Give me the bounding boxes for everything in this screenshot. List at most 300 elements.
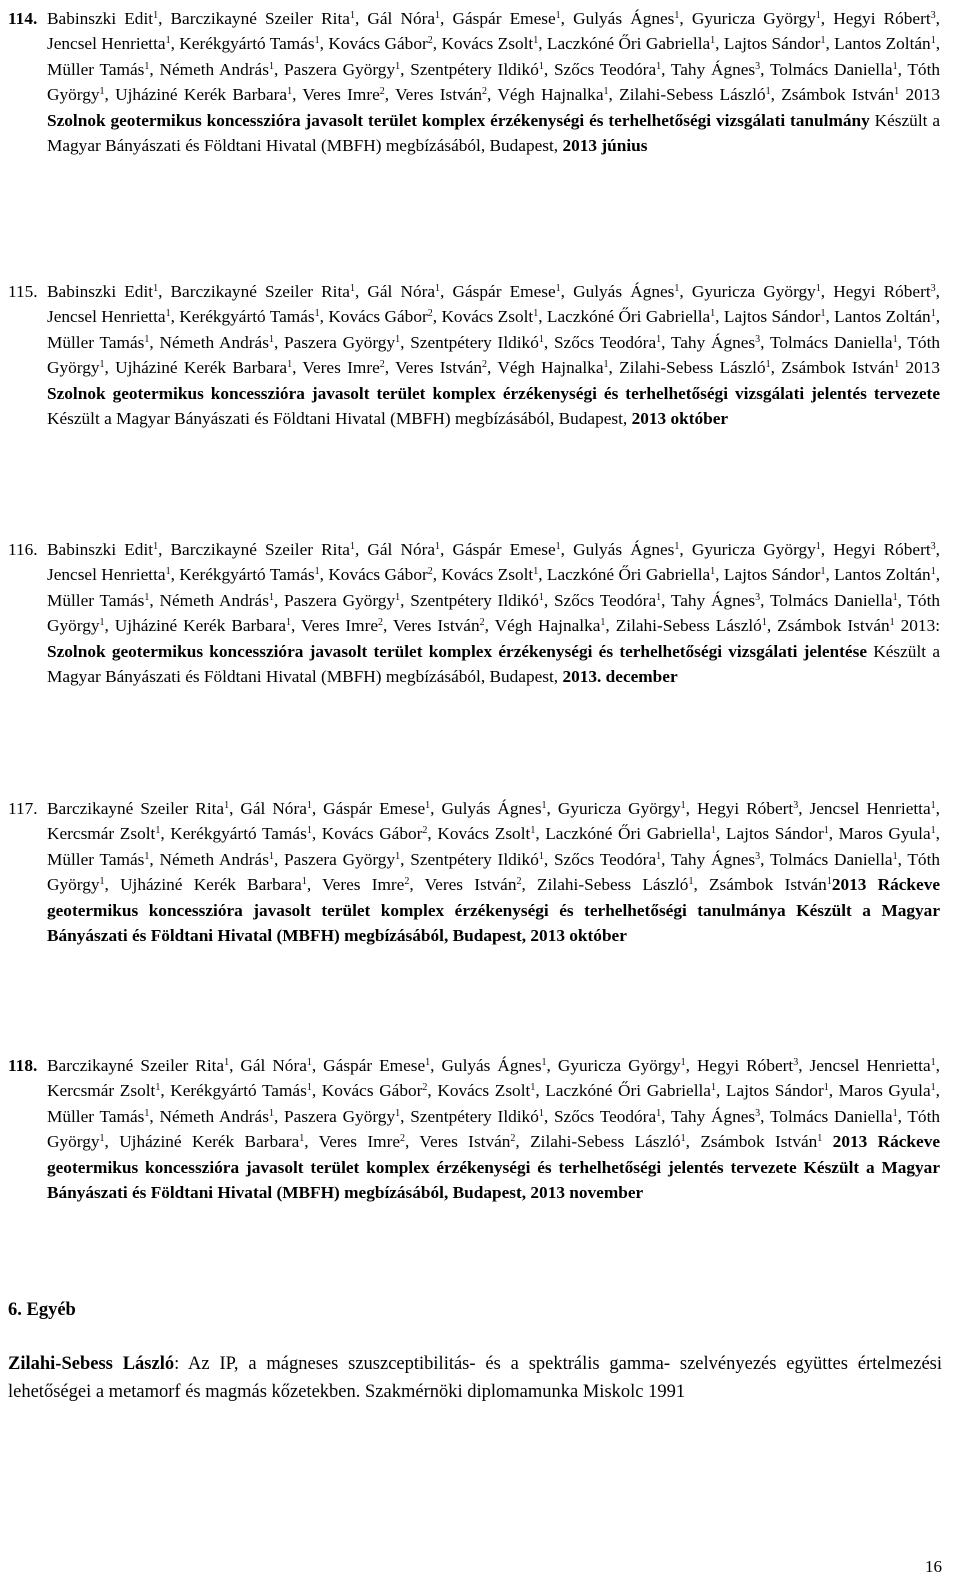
affiliation-superscript: 1: [930, 1057, 936, 1068]
affiliation-superscript: 1: [817, 1133, 823, 1145]
affiliation-superscript: 1: [710, 1082, 716, 1094]
affiliation-superscript: 1: [555, 10, 561, 21]
affiliation-superscript: 1: [656, 333, 662, 345]
entry-text-segment: , Kovács Gábor: [311, 824, 423, 844]
entry-text-segment: , Lajtos Sándor: [715, 824, 824, 844]
entry-text-segment: , Hegyi Róbert: [685, 799, 794, 818]
affiliation-superscript: 1: [349, 283, 355, 294]
entry-text-segment: , Müller Tamás: [47, 34, 941, 79]
entry-text-segment: , Tahy Ágnes: [661, 332, 756, 352]
affiliation-superscript: 3: [793, 1057, 799, 1068]
entry-text-segment: , Gulyás Ágnes: [430, 799, 542, 818]
entry-text-segment: , Laczkóné Őri Gabriella: [538, 565, 711, 585]
entry-text-segment: , Gál Nóra: [354, 540, 436, 559]
entry-text-segment: , Veres Imre: [291, 616, 379, 636]
affiliation-superscript: 1: [538, 591, 544, 603]
entry-text-segment: , Zsámbok István: [770, 85, 895, 105]
entry-text-segment: , Tóth György: [47, 849, 941, 895]
affiliation-superscript: 1: [930, 308, 936, 320]
affiliation-superscript: 2: [379, 359, 385, 371]
affiliation-superscript: 1: [153, 10, 159, 21]
entry-text-segment: , Ujháziné Kerék Barbara: [104, 358, 288, 378]
entry-text-segment: , Barczikayné Szeiler Rita: [158, 540, 350, 559]
entry-text-segment: , Végh Hajnalka: [487, 358, 604, 378]
affiliation-superscript: 1: [99, 359, 105, 371]
entry-text-segment: , Gál Nóra: [229, 799, 307, 818]
affiliation-superscript: 3: [793, 800, 799, 811]
affiliation-superscript: 1: [674, 541, 680, 552]
affiliation-superscript: 1: [268, 333, 274, 345]
thesis-text: : Az IP, a mágneses szuszceptibilitás- és a spektrális gamma- szelvényezés együttes értelmezési lehetőségei a metamorf és magmás kőzetekben. Szakmérnöki diplomamunka Miskolc 1991: [8, 1354, 942, 1402]
entry-text: [47, 279, 940, 431]
entry-text-segment: , Szőcs Teodóra: [543, 849, 657, 869]
entry-title-bold: 2013 Ráckeve geotermikus koncesszióra javasolt terület komplex érzékenységi és terhelhetőségi tanulmánya Készült a Magyar Bányászati és Földtani Hivatal (MBFH) megbízásából, Budapest, 2013 október: [47, 875, 941, 946]
entry-text-segment: , Németh András: [149, 59, 269, 79]
entry-text-segment: , Hegyi Róbert: [820, 9, 931, 28]
affiliation-superscript: 1: [820, 35, 826, 47]
entry-text-segment: , Ujháziné Kerék Barbara: [104, 85, 288, 105]
entry-text-segment: Készült a Magyar Bányászati és Földtani Hivatal (MBFH) megbízásából, Budapest,: [47, 641, 940, 687]
affiliation-superscript: 3: [930, 283, 936, 294]
entry-text-segment: , Gulyás Ágnes: [560, 282, 675, 301]
affiliation-superscript: 2: [427, 566, 433, 578]
entry-text-segment: , Veres István: [383, 616, 480, 636]
entry-text-segment: 2013: [899, 358, 941, 378]
entry-number: 118.: [8, 1056, 38, 1075]
entry-text-segment: , Gyuricza György: [679, 540, 816, 559]
entry-text-segment: , Veres István: [409, 875, 517, 895]
entry-text-segment: , Paszera György: [273, 1106, 396, 1126]
affiliation-superscript: 1: [930, 35, 936, 47]
entry-text-segment: , Szőcs Teodóra: [543, 1106, 657, 1126]
affiliation-superscript: 1: [144, 850, 150, 862]
entry-text-segment: , Tahy Ágnes: [661, 590, 756, 610]
entry-text-segment: , Maros Gyula: [828, 824, 931, 844]
affiliation-superscript: 1: [435, 541, 441, 552]
entry-text: [47, 796, 940, 948]
affiliation-superscript: 1: [815, 541, 821, 552]
affiliation-superscript: 1: [165, 566, 171, 578]
affiliation-superscript: 2: [400, 1133, 406, 1145]
affiliation-superscript: 1: [656, 591, 662, 603]
entry-text-segment: , Tolmács Daniella: [760, 332, 893, 352]
entry-number: 115.: [8, 282, 38, 301]
entry-text-segment: , Zsámbok István: [693, 875, 827, 895]
affiliation-superscript: 2: [378, 617, 384, 629]
affiliation-superscript: 2: [482, 359, 488, 371]
affiliation-superscript: 1: [306, 1057, 312, 1068]
affiliation-superscript: 1: [395, 591, 401, 603]
affiliation-superscript: 1: [541, 1057, 547, 1068]
entry-text-segment: , Veres István: [384, 358, 483, 378]
entry-text-segment: , Paszera György: [273, 849, 396, 869]
affiliation-superscript: 1: [349, 10, 355, 21]
affiliation-superscript: 1: [314, 35, 320, 47]
affiliation-superscript: 1: [99, 86, 105, 98]
affiliation-superscript: 1: [710, 308, 716, 320]
affiliation-superscript: 3: [930, 10, 936, 21]
entry-text-segment: , Tolmács Daniella: [760, 1106, 893, 1126]
entry-text-segment: , Laczkóné Őri Gabriella: [538, 34, 711, 54]
entry-text-segment: , Tóth György: [47, 59, 941, 105]
affiliation-superscript: 1: [99, 1133, 105, 1145]
affiliation-superscript: 1: [930, 1082, 936, 1094]
affiliation-superscript: 1: [765, 86, 771, 98]
affiliation-superscript: 1: [815, 283, 821, 294]
entry-text-segment: , Tolmács Daniella: [760, 849, 893, 869]
entry-text-segment: , Jencsel Henrietta: [798, 799, 931, 818]
entry-text-segment: , Kercsmár Zsolt: [47, 1056, 940, 1101]
affiliation-superscript: 1: [894, 86, 900, 98]
entry-text-segment: , Lajtos Sándor: [715, 565, 821, 585]
affiliation-superscript: 1: [144, 333, 150, 345]
affiliation-superscript: 2: [516, 876, 522, 888]
entry-text-segment: , Lantos Zoltán: [825, 307, 931, 327]
entry-text-segment: , Szentpétery Ildikó: [400, 332, 539, 352]
affiliation-superscript: 1: [224, 800, 230, 811]
affiliation-superscript: 1: [538, 60, 544, 72]
affiliation-superscript: 1: [99, 876, 105, 888]
entry-text-segment: , Veres Imre: [292, 358, 380, 378]
entry-text-segment: , Zilahi-Sebess László: [608, 85, 766, 105]
entry-text-segment: , Paszera György: [273, 590, 396, 610]
entry-text-segment: , Gyuricza György: [546, 1056, 681, 1075]
entry-text-segment: , Jencsel Henrietta: [47, 282, 940, 327]
entry-text-segment: , Zilahi-Sebess László: [515, 1132, 681, 1152]
entry-title-bold: 2013 Ráckeve geotermikus koncesszióra javasolt terület komplex érzékenységi és terhelhetőségi jelentés tervezete Készült a Magyar Bányászati és Földtani Hivatal (MBFH) megbízásából, Budapest, 2013 november: [47, 1132, 940, 1203]
affiliation-superscript: 1: [155, 1082, 161, 1094]
entry-text-segment: , Lantos Zoltán: [825, 34, 931, 54]
affiliation-superscript: 1: [892, 60, 898, 72]
affiliation-superscript: 2: [479, 617, 485, 629]
affiliation-superscript: 1: [656, 1107, 662, 1119]
entry-text-segment: Készült a Magyar Bányászati és Földtani Hivatal (MBFH) megbízásából, Budapest,: [47, 110, 940, 156]
entry-text-segment: , Laczkóné Őri Gabriella: [538, 307, 711, 327]
affiliation-superscript: 1: [533, 35, 539, 47]
entry-title-bold: Szolnok geotermikus koncesszióra javasolt terület komplex érzékenységi és terhelhetőségi vizsgálati jelentése: [47, 641, 867, 661]
entry-text-segment: , Laczkóné Őri Gabriella: [535, 824, 711, 844]
entry-text-segment: , Hegyi Róbert: [820, 282, 931, 301]
affiliation-superscript: 1: [710, 566, 716, 578]
entry-text-segment: , Veres Imre: [306, 875, 405, 895]
affiliation-superscript: 1: [144, 591, 150, 603]
bibliography-entry-115: [8, 279, 941, 431]
affiliation-superscript: 1: [268, 60, 274, 72]
entry-text-segment: , Kovács Zsolt: [427, 824, 531, 844]
affiliation-superscript: 1: [603, 359, 609, 371]
entry-text-segment: , Jencsel Henrietta: [798, 1056, 931, 1075]
entry-text-segment: , Tahy Ágnes: [661, 59, 756, 79]
affiliation-superscript: 1: [892, 591, 898, 603]
entry-number: 117.: [8, 799, 38, 818]
bibliography-entry-116: [8, 537, 941, 689]
entry-text-segment: , Ujháziné Kerék Barbara: [104, 875, 302, 895]
affiliation-superscript: 2: [482, 86, 488, 98]
affiliation-superscript: 1: [314, 308, 320, 320]
affiliation-superscript: 1: [892, 333, 898, 345]
section-heading: 6. Egyéb: [8, 1300, 76, 1320]
entry-text-segment: , Jencsel Henrietta: [47, 540, 940, 585]
entry-text-segment: , Kerékgyártó Tamás: [170, 34, 315, 54]
bibliography-entry-118: [8, 1053, 941, 1205]
entry-text-segment: , Kerékgyártó Tamás: [170, 307, 315, 327]
affiliation-superscript: 3: [755, 60, 761, 72]
entry-title-bold: 2013. december: [562, 667, 678, 687]
entry-title-bold: 2013 október: [631, 409, 729, 429]
entry-text-segment: , Müller Tamás: [47, 824, 940, 869]
entry-text-segment: , Kovács Gábor: [319, 34, 428, 54]
entry-text-segment: , Gulyás Ágnes: [560, 9, 675, 28]
entry-text-segment: , Tóth György: [47, 590, 941, 636]
thesis-reference: [8, 1351, 942, 1406]
entry-text-segment: , Gál Nóra: [354, 282, 436, 301]
affiliation-superscript: 1: [674, 10, 680, 21]
affiliation-superscript: 1: [889, 617, 895, 629]
entry-text-segment: , Kovács Gábor: [319, 307, 428, 327]
affiliation-superscript: 1: [306, 800, 312, 811]
entry-text-segment: , Kercsmár Zsolt: [47, 799, 940, 844]
affiliation-superscript: 2: [427, 308, 433, 320]
affiliation-superscript: 1: [349, 541, 355, 552]
affiliation-superscript: 3: [755, 333, 761, 345]
affiliation-superscript: 1: [301, 876, 307, 888]
affiliation-superscript: 1: [286, 617, 292, 629]
affiliation-superscript: 1: [268, 850, 274, 862]
affiliation-superscript: 1: [395, 60, 401, 72]
entry-text-segment: , Lantos Zoltán: [825, 565, 931, 585]
affiliation-superscript: 1: [153, 283, 159, 294]
affiliation-superscript: 1: [425, 800, 431, 811]
affiliation-superscript: 1: [299, 1133, 305, 1145]
affiliation-superscript: 1: [144, 1107, 150, 1119]
affiliation-superscript: 1: [894, 359, 900, 371]
entry-text-segment: , Paszera György: [273, 59, 396, 79]
entry-text-segment: Babinszki Edit: [47, 9, 154, 28]
affiliation-superscript: 1: [144, 60, 150, 72]
affiliation-superscript: 3: [930, 541, 936, 552]
bibliography-entry-117: [8, 796, 941, 948]
affiliation-superscript: 1: [656, 60, 662, 72]
affiliation-superscript: 1: [425, 1057, 431, 1068]
entry-text-segment: , Hegyi Róbert: [820, 540, 931, 559]
entry-text-segment: , Németh András: [149, 590, 269, 610]
entry-number: 116.: [8, 540, 38, 559]
affiliation-superscript: 1: [656, 850, 662, 862]
entry-text-segment: , Veres Imre: [304, 1132, 401, 1152]
entry-text-segment: , Tóth György: [47, 332, 941, 378]
affiliation-superscript: 1: [680, 800, 686, 811]
entry-text-segment: , Szőcs Teodóra: [543, 332, 657, 352]
entry-text-segment: , Maros Gyula: [828, 1081, 931, 1101]
entry-text-segment: , Gál Nóra: [354, 9, 436, 28]
affiliation-superscript: 1: [165, 35, 171, 47]
affiliation-superscript: 2: [404, 876, 410, 888]
entry-text-segment: , Hegyi Róbert: [685, 1056, 794, 1075]
entry-text-segment: , Tóth György: [47, 1106, 941, 1152]
entry-text-segment: , Laczkóné Őri Gabriella: [535, 1081, 711, 1101]
entry-text-segment: , Gáspár Emese: [311, 1056, 426, 1075]
affiliation-superscript: 1: [533, 308, 539, 320]
entry-text-segment: , Gulyás Ágnes: [560, 540, 675, 559]
entry-text-segment: , Veres István: [405, 1132, 511, 1152]
affiliation-superscript: 2: [427, 35, 433, 47]
entry-text-segment: , Lajtos Sándor: [715, 307, 821, 327]
entry-text-segment: , Kovács Gábor: [319, 565, 428, 585]
affiliation-superscript: 1: [710, 825, 716, 837]
entry-text-segment: , Gulyás Ágnes: [430, 1056, 542, 1075]
entry-title-bold: Szolnok geotermikus koncesszióra javasolt terület komplex érzékenységi és terhelhetőségi vizsgálati jelentés tervezete: [47, 383, 940, 403]
affiliation-superscript: 1: [287, 359, 293, 371]
affiliation-superscript: 1: [930, 566, 936, 578]
affiliation-superscript: 1: [530, 1082, 536, 1094]
entry-text-segment: [822, 1132, 832, 1151]
entry-text-segment: Készült a Magyar Bányászati és Földtani Hivatal (MBFH) megbízásából, Budapest,: [47, 409, 632, 429]
entry-text-segment: , Végh Hajnalka: [484, 616, 601, 636]
affiliation-superscript: 1: [306, 825, 312, 837]
entry-text-segment: , Kovács Zsolt: [432, 34, 534, 54]
entry-text-segment: , Szentpétery Ildikó: [400, 849, 539, 869]
affiliation-superscript: 3: [755, 850, 761, 862]
entry-title-bold: 2013 június: [562, 136, 648, 156]
entry-text-segment: 2013:: [894, 616, 941, 636]
entry-text-segment: , Kovács Zsolt: [432, 307, 534, 327]
page-number: 16: [925, 1557, 942, 1576]
affiliation-superscript: 1: [600, 617, 606, 629]
entry-text-segment: , Gáspár Emese: [440, 282, 556, 301]
affiliation-superscript: 1: [530, 825, 536, 837]
entry-text-segment: , Kerékgyártó Tamás: [160, 824, 307, 844]
affiliation-superscript: 2: [422, 1082, 428, 1094]
affiliation-superscript: 1: [674, 283, 680, 294]
entry-text-segment: Barczikayné Szeiler Rita: [47, 1056, 225, 1075]
affiliation-superscript: 1: [268, 1107, 274, 1119]
entry-text-segment: , Kovács Zsolt: [432, 565, 534, 585]
affiliation-superscript: 1: [930, 800, 936, 811]
entry-text-segment: , Veres István: [384, 85, 483, 105]
entry-text-segment: , Szőcs Teodóra: [543, 59, 657, 79]
entry-text-segment: , Kovács Gábor: [311, 1081, 423, 1101]
affiliation-superscript: 1: [155, 825, 161, 837]
entry-text-segment: , Lajtos Sándor: [715, 1081, 824, 1101]
affiliation-superscript: 1: [395, 1107, 401, 1119]
affiliation-superscript: 1: [930, 825, 936, 837]
entry-number: 114.: [8, 9, 38, 28]
entry-text-segment: , Tolmács Daniella: [760, 59, 893, 79]
affiliation-superscript: 3: [755, 591, 761, 603]
affiliation-superscript: 1: [820, 566, 826, 578]
affiliation-superscript: 1: [680, 1057, 686, 1068]
affiliation-superscript: 1: [892, 850, 898, 862]
affiliation-superscript: 1: [287, 86, 293, 98]
affiliation-superscript: 1: [395, 333, 401, 345]
entry-text-segment: , Gyuricza György: [679, 282, 816, 301]
entry-text-segment: , Kovács Zsolt: [427, 1081, 531, 1101]
affiliation-superscript: 1: [680, 1133, 686, 1145]
entry-text: [47, 6, 940, 158]
affiliation-superscript: 1: [306, 1082, 312, 1094]
affiliation-superscript: 1: [820, 308, 826, 320]
affiliation-superscript: 1: [538, 333, 544, 345]
entry-text-segment: , Zsámbok István: [770, 358, 895, 378]
entry-text-segment: , Gáspár Emese: [311, 799, 426, 818]
affiliation-superscript: 1: [435, 10, 441, 21]
entry-text-segment: , Zilahi-Sebess László: [521, 875, 689, 895]
affiliation-superscript: 1: [99, 617, 105, 629]
entry-text-segment: , Barczikayné Szeiler Rita: [158, 9, 350, 28]
entry-text-segment: , Gál Nóra: [229, 1056, 307, 1075]
affiliation-superscript: 1: [688, 876, 694, 888]
affiliation-superscript: 1: [538, 850, 544, 862]
affiliation-superscript: 1: [395, 850, 401, 862]
entry-text-segment: , Müller Tamás: [47, 1081, 940, 1126]
affiliation-superscript: 2: [510, 1133, 516, 1145]
entry-text-segment: , Ujháziné Kerék Barbara: [104, 616, 287, 636]
affiliation-superscript: 2: [379, 86, 385, 98]
entry-text-segment: Barczikayné Szeiler Rita: [47, 799, 225, 818]
affiliation-superscript: 1: [761, 617, 767, 629]
affiliation-superscript: 3: [755, 1107, 761, 1119]
entry-text-segment: , Végh Hajnalka: [487, 85, 604, 105]
affiliation-superscript: 1: [555, 283, 561, 294]
entry-text-segment: , Kerékgyártó Tamás: [160, 1081, 307, 1101]
entry-text: [47, 537, 940, 689]
affiliation-superscript: 1: [541, 800, 547, 811]
entry-text-segment: 2013: [899, 85, 941, 105]
entry-text-segment: , Tahy Ágnes: [661, 849, 756, 869]
affiliation-superscript: 1: [765, 359, 771, 371]
entry-text-segment: , Gyuricza György: [546, 799, 681, 818]
entry-text-segment: , Szőcs Teodóra: [543, 590, 657, 610]
affiliation-superscript: 1: [823, 825, 829, 837]
entry-text-segment: , Tolmács Daniella: [760, 590, 893, 610]
entry-text-segment: , Gyuricza György: [679, 9, 816, 28]
affiliation-superscript: 1: [435, 283, 441, 294]
entry-text-segment: Babinszki Edit: [47, 282, 154, 301]
affiliation-superscript: 1: [710, 35, 716, 47]
entry-text-segment: , Veres Imre: [292, 85, 380, 105]
affiliation-superscript: 1: [555, 541, 561, 552]
entry-text-segment: , Zilahi-Sebess László: [608, 358, 766, 378]
entry-text-segment: , Gáspár Emese: [440, 540, 556, 559]
entry-text-segment: , Németh András: [149, 1106, 269, 1126]
entry-text-segment: , Ujháziné Kerék Barbara: [104, 1132, 300, 1152]
entry-text-segment: , Németh András: [149, 849, 269, 869]
affiliation-superscript: 1: [815, 10, 821, 21]
bibliography-entry-114: [8, 6, 941, 158]
entry-text-segment: , Szentpétery Ildikó: [400, 59, 539, 79]
affiliation-superscript: 1: [538, 1107, 544, 1119]
entry-text-segment: , Szentpétery Ildikó: [400, 1106, 539, 1126]
entry-title-bold: Szolnok geotermikus koncesszióra javasolt terület komplex érzékenységi és terhelhetőségi vizsgálati tanulmány: [47, 110, 870, 130]
entry-text-segment: , Müller Tamás: [47, 565, 941, 610]
affiliation-superscript: 2: [422, 825, 428, 837]
entry-text-segment: , Paszera György: [273, 332, 396, 352]
entry-text-segment: , Zsámbok István: [766, 616, 890, 636]
affiliation-superscript: 1: [826, 876, 832, 888]
affiliation-superscript: 1: [165, 308, 171, 320]
entry-text-segment: , Barczikayné Szeiler Rita: [158, 282, 350, 301]
entry-text-segment: , Zsámbok István: [685, 1132, 818, 1152]
affiliation-superscript: 1: [892, 1107, 898, 1119]
affiliation-superscript: 1: [153, 541, 159, 552]
affiliation-superscript: 1: [533, 566, 539, 578]
entry-text-segment: , Németh András: [149, 332, 269, 352]
affiliation-superscript: 1: [224, 1057, 230, 1068]
entry-text-segment: Babinszki Edit: [47, 540, 154, 559]
thesis-author: Zilahi-Sebess László: [8, 1354, 175, 1374]
entry-text-segment: , Tahy Ágnes: [661, 1106, 756, 1126]
affiliation-superscript: 1: [603, 86, 609, 98]
